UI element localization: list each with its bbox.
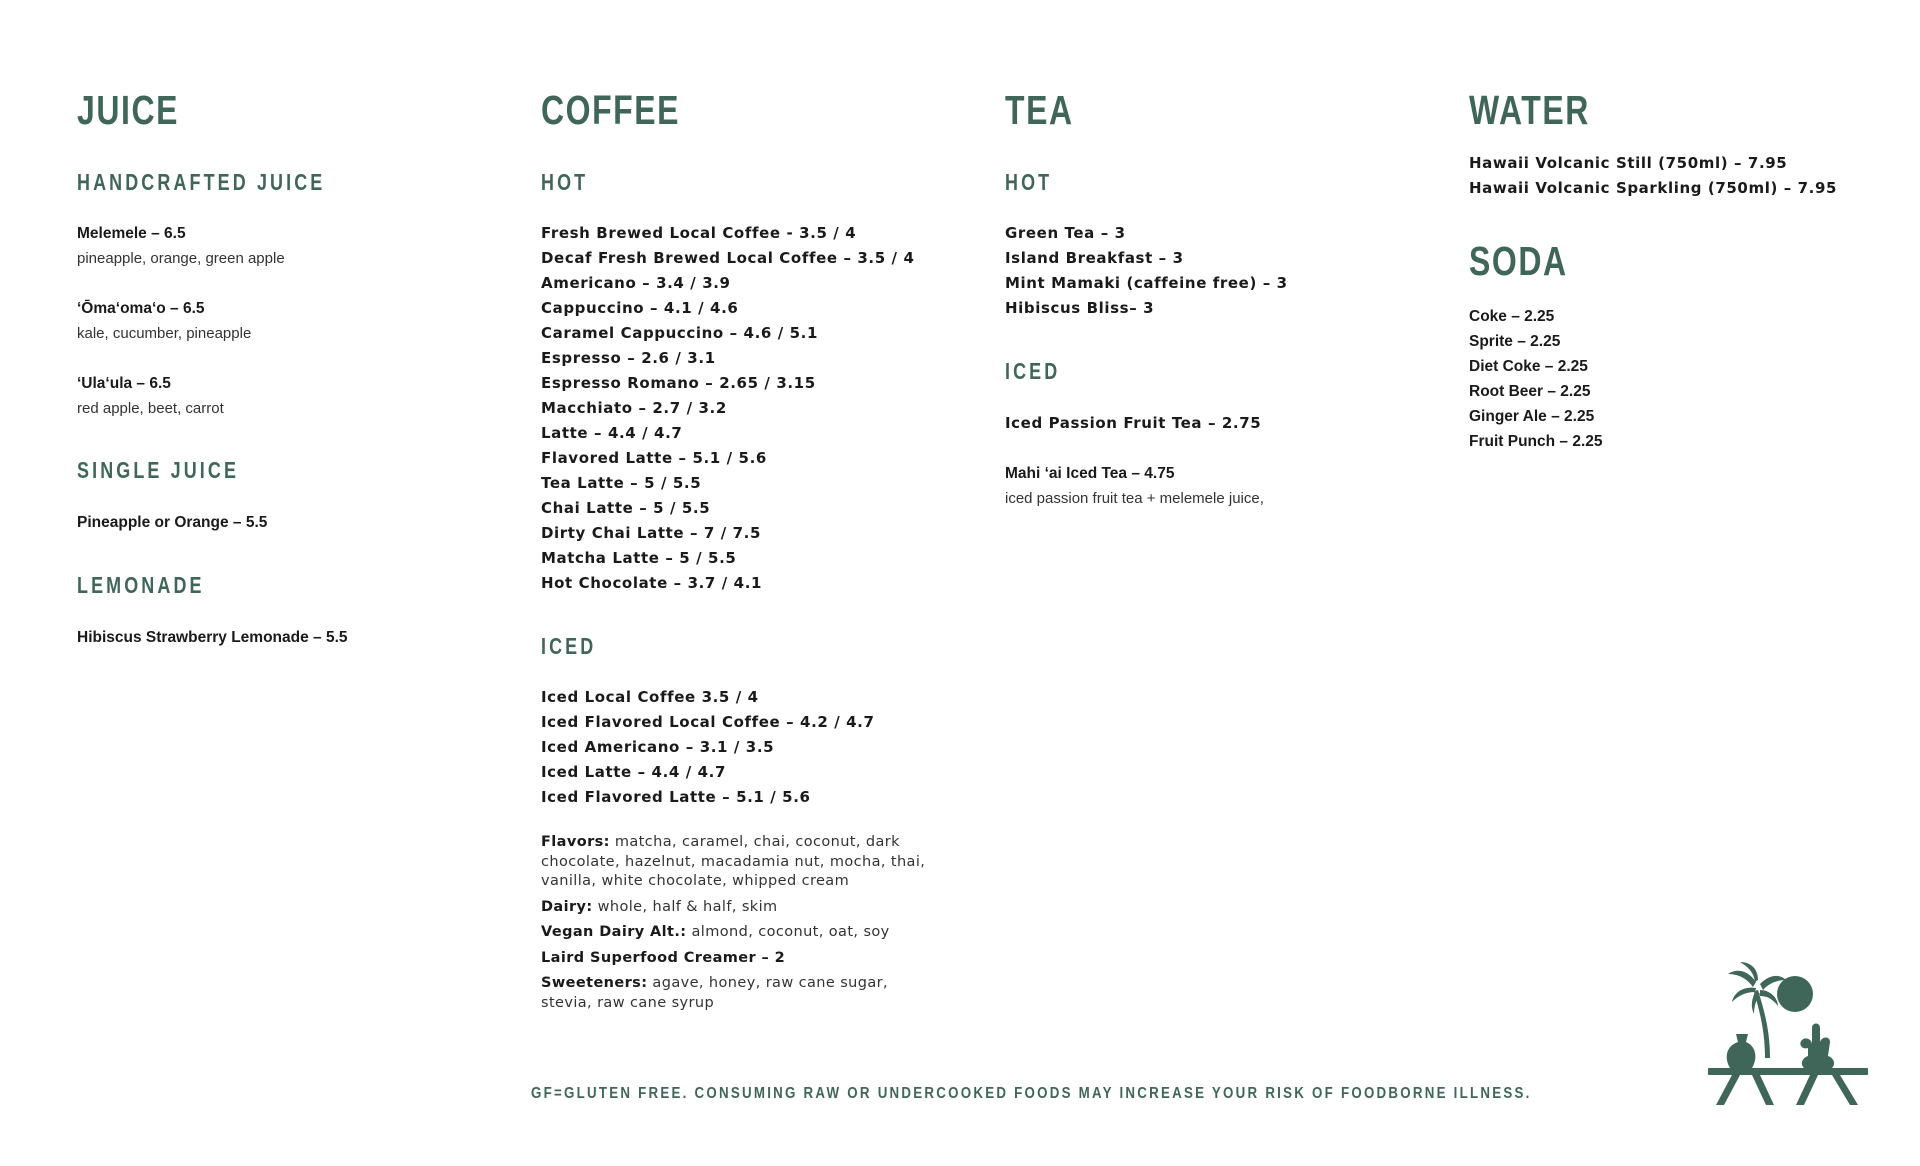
coffee-hot-heading: HOT [541,169,589,195]
menu-item [77,221,497,271]
menu-item: Americano – 3.4 / 3.9 [541,274,731,292]
vegan-note [541,923,941,943]
item-name: ‘Ula‘ula – 6.5 [77,375,171,392]
vegan-label: Vegan Dairy Alt.: [541,924,687,940]
tea-iced-heading: ICED [1005,358,1061,384]
menu-item: Sprite – 2.25 [1469,333,1561,350]
item-name: ‘Ōma‘oma‘o – 6.5 [77,300,205,317]
menu-item: Cappuccino – 4.1 / 4.6 [541,299,739,317]
flavors-label: Flavors: [541,834,610,850]
menu-item: Mint Mamaki (caffeine free) – 3 [1005,274,1288,292]
menu-item: Island Breakfast – 3 [1005,249,1184,267]
tea-hot-heading: HOT [1005,169,1053,195]
footer-disclaimer: GF=GLUTEN FREE. CONSUMING RAW OR UNDERCOOKED FOODS MAY INCREASE YOUR RISK OF FOODBORNE ILLNESS. [531,1085,1532,1102]
menu-item: Iced Passion Fruit Tea – 2.75 [1005,414,1262,432]
menu-item: Matcha Latte – 5 / 5.5 [541,549,737,567]
tea-hot-list [1005,221,1435,321]
coffee-notes [541,833,941,1013]
item-description: pineapple, orange, green apple [77,250,285,267]
coffee-column [541,88,971,1013]
menu-item: Iced Latte – 4.4 / 4.7 [541,763,727,781]
menu-item: Fresh Brewed Local Coffee - 3.5 / 4 [541,224,857,242]
menu-item: Espresso – 2.6 / 3.1 [541,349,716,367]
creamer-text: Laird Superfood Creamer – 2 [541,949,786,966]
menu-item: Green Tea – 3 [1005,224,1126,242]
menu-item: Iced Flavored Local Coffee – 4.2 / 4.7 [541,713,875,731]
soda-title: SODA [1469,238,1568,284]
coffee-iced-list [541,685,971,810]
menu-item: Iced Flavored Latte – 5.1 / 5.6 [541,788,811,806]
item-description: kale, cucumber, pineapple [77,325,252,342]
handcrafted-juice-heading: HANDCRAFTED JUICE [77,169,326,195]
sweeteners-text: agave, honey, raw cane sugar, stevia, raw cane syrup [541,975,888,1011]
flavors-text: matcha, caramel, chai, coconut, dark chocolate, hazelnut, macadamia nut, mocha, thai, vanilla, white chocolate, whipped cream [541,834,926,889]
water-list [1469,151,1889,201]
menu-item: Ginger Ale – 2.25 [1469,408,1595,425]
menu-item: Hibiscus Bliss– 3 [1005,299,1155,317]
menu-item: Hot Chocolate – 3.7 / 4.1 [541,574,763,592]
menu-item: Latte – 4.4 / 4.7 [541,424,683,442]
menu-item: Dirty Chai Latte – 7 / 7.5 [541,524,762,542]
dairy-label: Dairy: [541,898,593,915]
menu-item: Coke – 2.25 [1469,308,1555,325]
menu-item: Tea Latte – 5 / 5.5 [541,474,702,492]
menu-item: Pineapple or Orange – 5.5 [77,514,268,531]
item-description: red apple, beet, carrot [77,400,224,417]
lemonade-heading: LEMONADE [77,572,205,598]
item-description: iced passion fruit tea + melemele juice, [1005,490,1264,507]
water-title: WATER [1469,87,1590,133]
tea-column [1005,88,1435,511]
tea-title: TEA [1005,87,1074,133]
creamer-note [541,949,941,969]
palm-moon-table-logo-icon [1708,960,1868,1105]
menu-item [77,296,497,346]
menu-item: Hibiscus Strawberry Lemonade – 5.5 [77,629,348,646]
menu-item: Chai Latte – 5 / 5.5 [541,499,711,517]
juice-column [77,88,497,650]
menu-item: Hawaii Volcanic Still (750ml) – 7.95 [1469,154,1788,172]
dairy-note [541,898,941,918]
menu-item: Decaf Fresh Brewed Local Coffee – 3.5 / 4 [541,249,915,267]
menu-item: Hawaii Volcanic Sparkling (750ml) – 7.95 [1469,179,1838,197]
sweeteners-note [541,974,921,1013]
item-name: Melemele – 6.5 [77,225,186,242]
menu-item: Diet Coke – 2.25 [1469,358,1588,375]
dairy-text: whole, half & half, skim [592,898,778,915]
menu-item: Flavored Latte – 5.1 / 5.6 [541,449,767,467]
soda-list [1469,304,1889,454]
coffee-hot-list [541,221,971,596]
menu-item: Espresso Romano – 2.65 / 3.15 [541,374,816,392]
flavors-note [541,833,941,892]
sweeteners-label: Sweeteners: [541,975,648,991]
single-juice-heading: SINGLE JUICE [77,457,240,483]
menu-item: Macchiato – 2.7 / 3.2 [541,399,727,417]
vegan-text: almond, coconut, oat, soy [686,924,890,940]
menu-item [1005,461,1435,511]
water-soda-column [1469,88,1889,454]
menu-item: Root Beer – 2.25 [1469,383,1591,400]
juice-title: JUICE [77,87,179,133]
menu-item: Fruit Punch – 2.25 [1469,433,1603,450]
item-name: Mahi ‘ai Iced Tea – 4.75 [1005,465,1175,482]
menu-item: Iced Local Coffee 3.5 / 4 [541,688,759,706]
coffee-title: COFFEE [541,87,681,133]
menu-item: Iced Americano – 3.1 / 3.5 [541,738,775,756]
coffee-iced-heading: ICED [541,633,597,659]
menu-item: Caramel Cappuccino – 4.6 / 5.1 [541,324,819,342]
menu-item [77,371,497,421]
